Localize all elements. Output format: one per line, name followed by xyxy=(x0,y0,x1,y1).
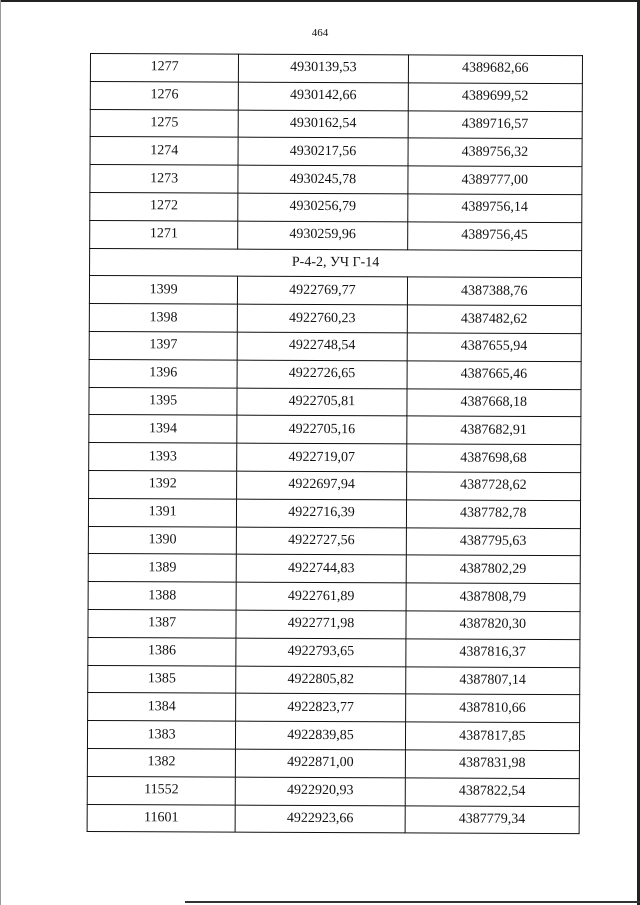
point-number-cell: 1384 xyxy=(88,693,236,721)
coordinate-y-cell: 4387655,94 xyxy=(407,333,581,362)
coordinates-group-after xyxy=(87,276,581,834)
table-row xyxy=(88,693,580,723)
coordinate-y-cell: 4387817,85 xyxy=(405,722,579,751)
coordinate-y-cell: 4387807,14 xyxy=(405,666,579,695)
coordinate-y-cell: 4387816,37 xyxy=(405,639,579,668)
coordinate-y-cell: 4387388,76 xyxy=(407,277,581,306)
coordinate-y-cell: 4387820,30 xyxy=(406,611,580,640)
section-row xyxy=(90,248,582,278)
point-number-cell: 1397 xyxy=(89,331,237,359)
coordinate-y-cell: 4389756,32 xyxy=(408,138,582,167)
point-number-cell: 1395 xyxy=(89,387,237,415)
coordinate-x-cell: 4922726,65 xyxy=(237,360,406,389)
coordinate-x-cell: 4930139,53 xyxy=(239,54,408,83)
scan-edge-bottom xyxy=(185,901,640,903)
point-number-cell: 1276 xyxy=(90,81,238,109)
point-number-cell: 1273 xyxy=(90,165,238,193)
coordinate-x-cell: 4930259,96 xyxy=(238,221,407,250)
coordinate-x-cell: 4922705,81 xyxy=(237,388,406,417)
coordinate-y-cell: 4387802,29 xyxy=(406,555,580,584)
section-label: Р-4-2, УЧ Г-14 xyxy=(90,248,582,278)
coordinate-y-cell: 4387728,62 xyxy=(406,472,580,501)
coordinate-y-cell: 4387668,18 xyxy=(407,388,581,417)
table-row xyxy=(89,470,581,500)
point-number-cell: 1386 xyxy=(88,637,236,665)
coordinate-y-cell: 4387810,66 xyxy=(405,694,579,723)
coordinate-x-cell: 4922871,00 xyxy=(236,749,405,778)
coordinate-x-cell: 4922771,98 xyxy=(236,610,405,639)
coordinate-x-cell: 4930256,79 xyxy=(238,193,407,222)
coordinate-x-cell: 4922719,07 xyxy=(237,443,406,472)
table-row xyxy=(89,415,581,445)
table-row xyxy=(87,804,579,834)
scan-edge-left xyxy=(0,0,1,905)
coordinate-x-cell: 4922744,83 xyxy=(236,554,405,583)
table-row xyxy=(88,609,580,639)
coordinate-x-cell: 4922920,93 xyxy=(236,777,405,806)
table-row xyxy=(90,192,582,222)
coordinate-y-cell: 4389699,52 xyxy=(408,83,582,112)
coordinate-y-cell: 4387822,54 xyxy=(405,778,579,807)
table-row xyxy=(90,165,582,195)
coordinate-y-cell: 4387482,62 xyxy=(407,305,581,334)
coordinate-x-cell: 4922839,85 xyxy=(236,721,405,750)
point-number-cell: 1274 xyxy=(90,137,238,165)
coordinate-y-cell: 4389756,45 xyxy=(407,222,581,251)
point-number-cell: 1398 xyxy=(89,304,237,332)
point-number-cell: 1393 xyxy=(89,443,237,471)
coordinate-x-cell: 4930245,78 xyxy=(238,165,407,194)
table-row xyxy=(89,331,581,361)
point-number-cell: 1382 xyxy=(87,748,235,776)
table-row xyxy=(88,554,580,584)
table-row xyxy=(89,443,581,473)
coordinate-y-cell: 4387698,68 xyxy=(406,444,580,473)
coordinate-x-cell: 4922716,39 xyxy=(237,499,406,528)
coordinate-x-cell: 4922760,23 xyxy=(238,304,407,333)
point-number-cell: 1272 xyxy=(90,192,238,220)
point-number-cell: 1271 xyxy=(90,220,238,248)
point-number-cell: 1390 xyxy=(88,526,236,554)
point-number-cell: 1383 xyxy=(87,721,235,749)
table-row xyxy=(89,276,581,306)
point-number-cell: 1387 xyxy=(88,609,236,637)
point-number-cell: 1385 xyxy=(88,665,236,693)
coordinate-y-cell: 4389756,14 xyxy=(407,194,581,223)
coordinate-x-cell: 4922923,66 xyxy=(235,805,404,834)
coordinate-y-cell: 4389716,57 xyxy=(408,110,582,139)
table-row xyxy=(90,81,582,111)
coordinate-x-cell: 4922748,54 xyxy=(237,332,406,361)
point-number-cell: 1389 xyxy=(88,554,236,582)
coordinate-y-cell: 4387779,34 xyxy=(405,805,579,834)
coordinates-group-before xyxy=(90,54,583,251)
table-row xyxy=(87,748,579,778)
table-row xyxy=(87,776,579,806)
coordinate-x-cell: 4922727,56 xyxy=(237,527,406,556)
point-number-cell: 1399 xyxy=(89,276,237,304)
coordinate-x-cell: 4922793,65 xyxy=(236,638,405,667)
table-row xyxy=(90,54,582,84)
table-row xyxy=(88,582,580,612)
point-number-cell: 1388 xyxy=(88,582,236,610)
table-row xyxy=(90,137,582,167)
coordinate-x-cell: 4930162,54 xyxy=(238,110,407,139)
scan-edge-top xyxy=(0,0,640,2)
table-row xyxy=(90,109,582,139)
coordinate-x-cell: 4922697,94 xyxy=(237,471,406,500)
coordinate-y-cell: 4387782,78 xyxy=(406,500,580,529)
point-number-cell: 1394 xyxy=(89,415,237,443)
table-row xyxy=(88,637,580,667)
coordinate-x-cell: 4922705,16 xyxy=(237,416,406,445)
point-number-cell: 1392 xyxy=(89,470,237,498)
coordinate-x-cell: 4922761,89 xyxy=(236,582,405,611)
coordinate-y-cell: 4387808,79 xyxy=(406,583,580,612)
table-row xyxy=(88,526,580,556)
coordinate-x-cell: 4930142,66 xyxy=(239,82,408,111)
coordinate-x-cell: 4922823,77 xyxy=(236,693,405,722)
page-number: 464 xyxy=(311,27,329,39)
table-row xyxy=(88,665,580,695)
point-number-cell: 1396 xyxy=(89,359,237,387)
point-number-cell: 11601 xyxy=(87,804,235,832)
coordinate-y-cell: 4387795,63 xyxy=(406,527,580,556)
table-row xyxy=(88,498,580,528)
coordinate-x-cell: 4922769,77 xyxy=(238,277,407,306)
coordinate-y-cell: 4387831,98 xyxy=(405,750,579,779)
coordinate-y-cell: 4387665,46 xyxy=(407,361,581,390)
coordinate-x-cell: 4922805,82 xyxy=(236,666,405,695)
coordinates-table xyxy=(87,53,583,834)
point-number-cell: 1277 xyxy=(90,54,238,82)
coordinate-x-cell: 4930217,56 xyxy=(238,138,407,167)
point-number-cell: 1391 xyxy=(88,498,236,526)
coordinate-y-cell: 4389682,66 xyxy=(408,55,582,84)
table-row xyxy=(90,220,582,250)
coordinate-y-cell: 4389777,00 xyxy=(408,166,582,195)
table-row xyxy=(87,721,579,751)
point-number-cell: 11552 xyxy=(87,776,235,804)
table-row xyxy=(89,359,581,389)
section-group xyxy=(90,248,582,278)
point-number-cell: 1275 xyxy=(90,109,238,137)
table-row xyxy=(89,304,581,334)
coordinate-y-cell: 4387682,91 xyxy=(406,416,580,445)
table-row xyxy=(89,387,581,417)
